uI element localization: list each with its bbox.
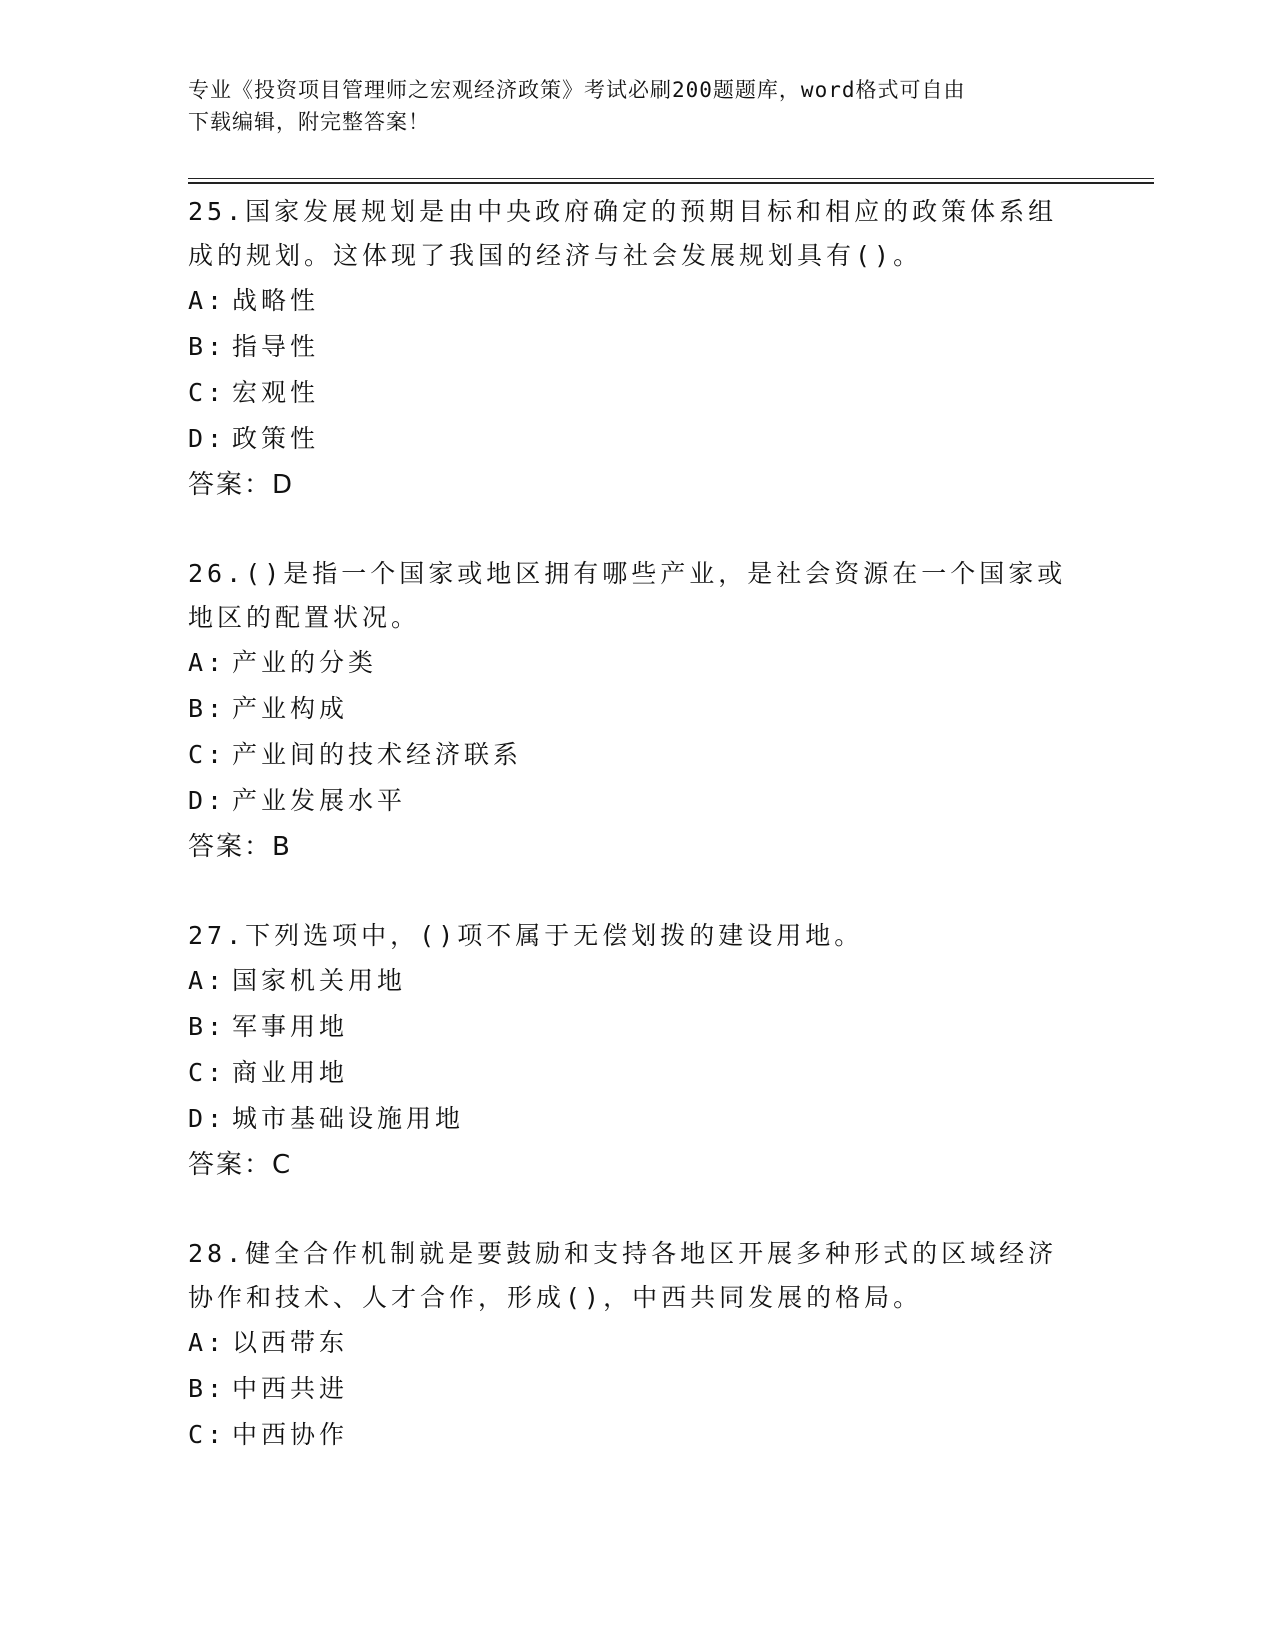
option-text: 军事用地 — [232, 1012, 349, 1041]
option-text: 国家机关用地 — [232, 966, 407, 995]
question-25 — [188, 190, 1088, 508]
option-c — [188, 1050, 1088, 1096]
option-text: 指导性 — [232, 332, 320, 361]
option-key: C: — [188, 1420, 227, 1449]
option-b — [188, 1004, 1088, 1050]
option-c — [188, 370, 1088, 416]
option-key: D: — [188, 424, 227, 453]
option-text: 宏观性 — [232, 378, 320, 407]
question-text: 27.下列选项中，()项不属于无偿划拨的建设用地。 — [188, 921, 864, 950]
option-key: B: — [188, 332, 227, 361]
option-d — [188, 1096, 1088, 1142]
option-text: 产业构成 — [232, 694, 349, 723]
option-a — [188, 958, 1088, 1004]
option-text: 产业发展水平 — [232, 786, 407, 815]
option-key: A: — [188, 648, 227, 677]
option-key: A: — [188, 966, 227, 995]
question-27 — [188, 914, 1088, 1188]
answer: 答案：D — [188, 470, 295, 500]
option-text: 中西协作 — [232, 1420, 349, 1449]
option-d — [188, 416, 1088, 462]
option-b — [188, 1366, 1088, 1412]
question-list — [188, 190, 1088, 1502]
option-key: C: — [188, 1058, 227, 1087]
answer: 答案：C — [188, 1150, 293, 1180]
option-text: 产业间的技术经济联系 — [232, 740, 523, 769]
option-key: D: — [188, 786, 227, 815]
answer: 答案：B — [188, 832, 292, 862]
option-a — [188, 278, 1088, 324]
option-text: 城市基础设施用地 — [232, 1104, 465, 1133]
option-b — [188, 686, 1088, 732]
question-text: 25.国家发展规划是由中央政府确定的预期目标和相应的政策体系组成的规划。这体现了我国的经济与社会发展规划具有()。 — [188, 197, 1058, 270]
option-c — [188, 1412, 1088, 1458]
option-key: A: — [188, 286, 227, 315]
option-text: 中西共进 — [232, 1374, 349, 1403]
option-key: D: — [188, 1104, 227, 1133]
document-header — [188, 74, 1068, 138]
option-key: C: — [188, 378, 227, 407]
header-line-2: 下载编辑，附完整答案！ — [188, 110, 430, 134]
option-key: B: — [188, 1374, 227, 1403]
question-26 — [188, 552, 1088, 870]
option-a — [188, 1320, 1088, 1366]
option-d — [188, 778, 1088, 824]
option-text: 商业用地 — [232, 1058, 349, 1087]
option-text: 产业的分类 — [232, 648, 378, 677]
header-divider-thin — [188, 178, 1154, 179]
question-text: 28.健全合作机制就是要鼓励和支持各地区开展多种形式的区域经济协作和技术、人才合作，形成()，中西共同发展的格局。 — [188, 1239, 1058, 1312]
option-c — [188, 732, 1088, 778]
option-text: 战略性 — [232, 286, 320, 315]
option-a — [188, 640, 1088, 686]
option-text: 政策性 — [232, 424, 320, 453]
question-28 — [188, 1232, 1088, 1458]
option-text: 以西带东 — [232, 1328, 349, 1357]
question-text: 26.()是指一个国家或地区拥有哪些产业，是社会资源在一个国家或地区的配置状况。 — [188, 559, 1067, 632]
option-key: A: — [188, 1328, 227, 1357]
header-divider-thick — [188, 182, 1154, 184]
option-key: C: — [188, 740, 227, 769]
option-b — [188, 324, 1088, 370]
option-key: B: — [188, 694, 227, 723]
option-key: B: — [188, 1012, 227, 1041]
header-line-1: 专业《投资项目管理师之宏观经济政策》考试必刷200题题库，word格式可自由 — [188, 78, 966, 102]
